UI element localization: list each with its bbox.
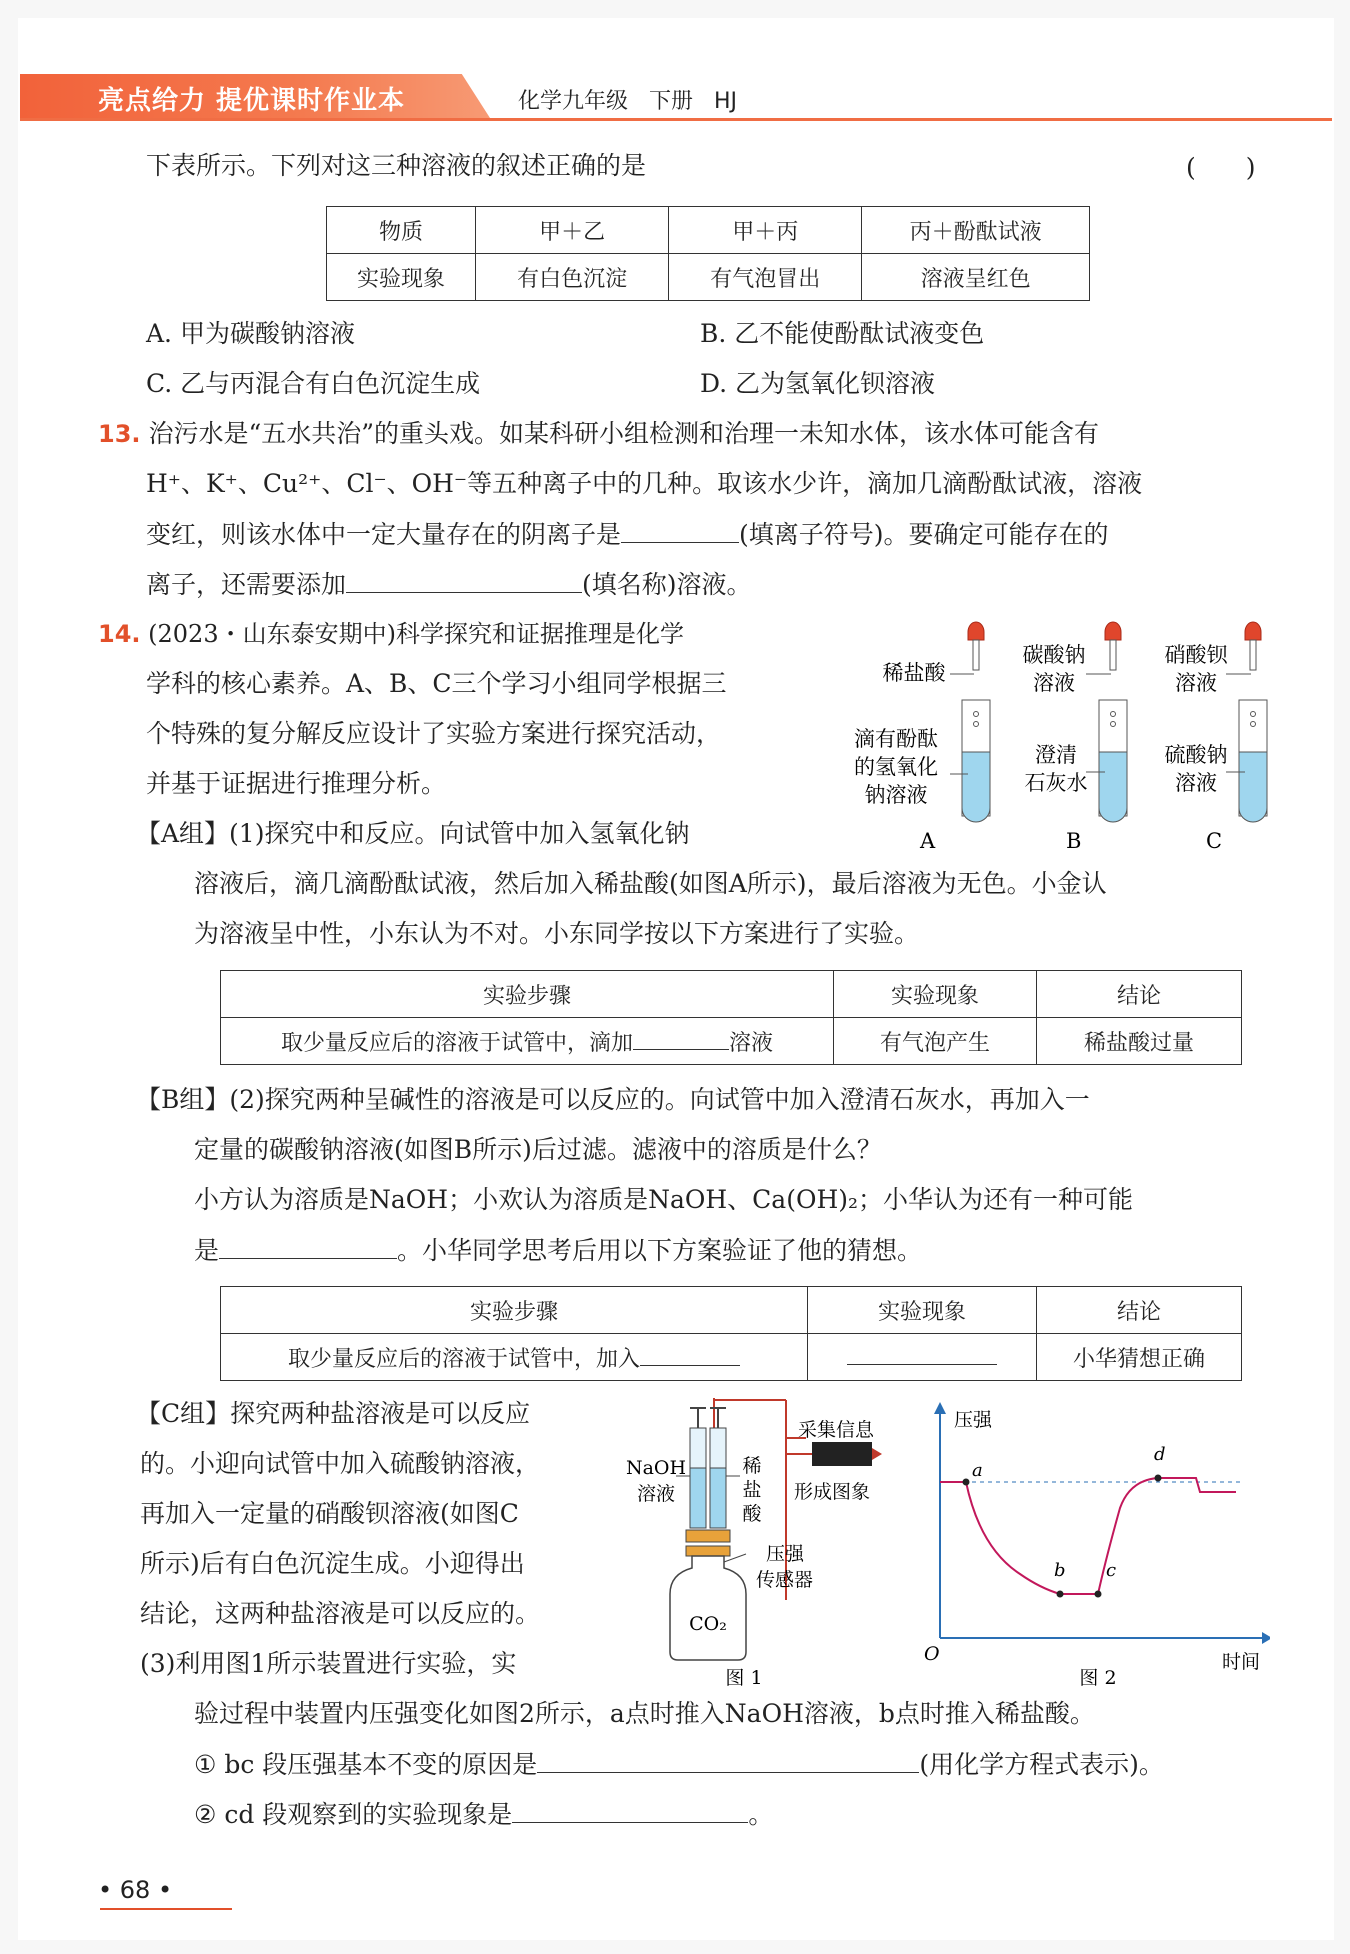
q13-text: (填名称)溶液。 bbox=[582, 570, 752, 599]
table-cell: 实验现象 bbox=[834, 971, 1037, 1018]
q14-a-line3: 为溶液呈中性，小东认为不对。小东同学按以下方案进行了实验。 bbox=[194, 919, 920, 948]
q14-b-line3: 小方认为溶质是NaOH；小欢认为溶质是NaOH、Ca(OH)₂；小华认为还有一种可能 bbox=[194, 1185, 1134, 1214]
tube-b-caption: B bbox=[1066, 829, 1082, 853]
test-tube-c bbox=[1165, 622, 1268, 853]
table-cell: 有气泡产生 bbox=[834, 1018, 1037, 1065]
step-text: 溶液 bbox=[729, 1030, 774, 1056]
question-number: 14. bbox=[98, 620, 141, 648]
answer-blank[interactable] bbox=[621, 516, 739, 543]
point-d bbox=[1155, 1475, 1162, 1482]
tube-c-dropper-label: 溶液 bbox=[1175, 671, 1217, 695]
table-cell: 实验步骤 bbox=[221, 1287, 808, 1334]
table-cell: 结论 bbox=[1037, 1287, 1242, 1334]
table-cell: 甲＋丙 bbox=[669, 207, 862, 254]
header-title: 亮点给力 提优课时作业本 bbox=[98, 86, 406, 116]
data-collector-icon bbox=[812, 1442, 872, 1466]
header-subject: 化学九年级 下册 HJ bbox=[518, 89, 738, 114]
q13-line3 bbox=[146, 516, 1109, 553]
tube-a-label-line: 钠溶液 bbox=[864, 783, 928, 807]
page-number: • 68 • bbox=[98, 1876, 173, 1904]
hcl-label: 稀 bbox=[742, 1455, 762, 1477]
test-tube-figure bbox=[840, 612, 1280, 862]
figure-2-caption: 图 2 bbox=[1079, 1667, 1117, 1688]
answer-blank[interactable] bbox=[640, 1345, 740, 1366]
figure-1-caption: 图 1 bbox=[725, 1667, 763, 1688]
figure-1-apparatus bbox=[616, 1398, 896, 1688]
point-c-label: c bbox=[1106, 1560, 1117, 1581]
step-text: 取少量反应后的溶液于试管中，加入 bbox=[287, 1346, 640, 1372]
q12-table bbox=[326, 206, 1090, 301]
page-number-rule bbox=[100, 1908, 232, 1910]
q14-b-line1: 【B组】(2)探究两种呈碱性的溶液是可以反应的。向试管中加入澄清石灰水，再加入一 bbox=[136, 1085, 1090, 1114]
q14-table-a bbox=[220, 970, 1242, 1065]
q14-c-line7: 验过程中装置内压强变化如图2所示，a点时推入NaOH溶液，b点时推入稀盐酸。 bbox=[194, 1699, 1095, 1728]
q12-stem: 下表所示。下列对这三种溶液的叙述正确的是 bbox=[146, 151, 647, 180]
q14-text: ① bc 段压强基本不变的原因是 bbox=[194, 1750, 538, 1779]
table-cell: 实验现象 bbox=[808, 1287, 1037, 1334]
hcl-label: 酸 bbox=[742, 1503, 762, 1525]
form-label: 形成图象 bbox=[794, 1481, 871, 1503]
hcl-label: 盐 bbox=[742, 1479, 762, 1501]
q14-text: (2023・山东泰安期中)科学探究和证据推理是化学 bbox=[148, 620, 684, 648]
q14-text: 是 bbox=[194, 1236, 220, 1265]
q12-option-c: C. 乙与丙混合有白色沉淀生成 bbox=[146, 369, 481, 398]
header-rule bbox=[20, 118, 1332, 121]
table-cell: 有白色沉淀 bbox=[476, 254, 669, 301]
q14-line2: 学科的核心素养。A、B、C三个学习小组同学根据三 bbox=[146, 669, 727, 698]
y-axis-label: 压强 bbox=[954, 1409, 993, 1431]
q14-c-line3: 再加入一定量的硝酸钡溶液(如图C bbox=[140, 1499, 519, 1528]
point-b bbox=[1057, 1591, 1064, 1598]
pressure-curve bbox=[940, 1478, 1236, 1594]
q14-text: 。 bbox=[748, 1800, 774, 1829]
point-b-label: b bbox=[1054, 1560, 1066, 1581]
tube-c-caption: C bbox=[1206, 829, 1223, 853]
tube-a-label-line: 的氢氧化 bbox=[854, 755, 938, 779]
answer-blank[interactable] bbox=[633, 1029, 729, 1050]
tube-b-dropper-label: 碳酸钠 bbox=[1022, 643, 1086, 667]
answer-blank[interactable] bbox=[512, 1796, 748, 1823]
table-cell: 稀盐酸过量 bbox=[1037, 1018, 1242, 1065]
tube-a-label-line: 滴有酚酞 bbox=[854, 727, 938, 751]
table-cell: 物质 bbox=[327, 207, 476, 254]
syringe-naoh bbox=[690, 1408, 706, 1528]
table-cell: 结论 bbox=[1037, 971, 1242, 1018]
table-cell bbox=[808, 1334, 1037, 1381]
table-cell bbox=[221, 1018, 834, 1065]
tube-b-dropper-label: 溶液 bbox=[1033, 671, 1075, 695]
tube-b-label-line: 石灰水 bbox=[1024, 771, 1088, 795]
q13-text: 变红，则该水体中一定大量存在的阴离子是 bbox=[146, 520, 622, 549]
q14-c-line4: 所示)后有白色沉淀生成。小迎得出 bbox=[140, 1549, 525, 1578]
q14-line1 bbox=[98, 616, 684, 652]
q14-line4: 并基于证据进行推理分析。 bbox=[146, 769, 447, 798]
table-cell: 溶液呈红色 bbox=[862, 254, 1090, 301]
q14-table-b bbox=[220, 1286, 1242, 1381]
table-cell: 实验现象 bbox=[327, 254, 476, 301]
q14-c-line8 bbox=[194, 1746, 1164, 1783]
test-tube-b bbox=[1023, 622, 1128, 853]
q13-line1 bbox=[98, 416, 1099, 452]
figure-2-pressure-chart bbox=[910, 1398, 1270, 1688]
q12-option-a: A. 甲为碳酸钠溶液 bbox=[146, 319, 355, 348]
table-cell: 实验步骤 bbox=[221, 971, 834, 1018]
sensor-label: 压强 bbox=[766, 1543, 805, 1565]
q14-a-line2: 溶液后，滴几滴酚酞试液，然后加入稀盐酸(如图A所示)，最后溶液为无色。小金认 bbox=[194, 869, 1107, 898]
q13-line2: H⁺、K⁺、Cu²⁺、Cl⁻、OH⁻等五种离子中的几种。取该水少许，滴加几滴酚酞试液，溶液 bbox=[146, 469, 1143, 498]
tube-c-dropper-label: 硝酸钡 bbox=[1164, 643, 1228, 667]
x-axis-label: 时间 bbox=[1222, 1651, 1261, 1673]
q14-text: 。小华同学思考后用以下方案验证了他的猜想。 bbox=[397, 1236, 923, 1265]
flask-icon bbox=[670, 1556, 746, 1660]
table-cell: 丙＋酚酞试液 bbox=[862, 207, 1090, 254]
table-cell: 甲＋乙 bbox=[476, 207, 669, 254]
question-number: 13. bbox=[98, 420, 141, 448]
q14-c-line5: 结论，这两种盐溶液是可以反应的。 bbox=[140, 1599, 541, 1628]
gas-label: CO₂ bbox=[689, 1613, 727, 1635]
tube-a-dropper-label: 稀盐酸 bbox=[882, 661, 946, 685]
answer-blank[interactable] bbox=[346, 566, 582, 593]
q14-b-line4 bbox=[194, 1232, 922, 1269]
step-text: 取少量反应后的溶液于试管中，滴加 bbox=[280, 1030, 633, 1056]
q13-text: (填离子符号)。要确定可能存在的 bbox=[739, 520, 1109, 549]
sensor-label: 传感器 bbox=[756, 1569, 814, 1591]
point-c bbox=[1095, 1591, 1102, 1598]
test-tube-a bbox=[854, 622, 990, 853]
table-cell bbox=[221, 1334, 808, 1381]
syringe-hcl bbox=[710, 1408, 726, 1528]
q14-b-line2: 定量的碳酸钠溶液(如图B所示)后过滤。滤液中的溶质是什么？ bbox=[194, 1135, 882, 1164]
table-cell: 有气泡冒出 bbox=[669, 254, 862, 301]
q12-option-d: D. 乙为氢氧化钡溶液 bbox=[700, 369, 936, 398]
tube-c-label-line: 硫酸钠 bbox=[1164, 743, 1228, 767]
q14-line3: 个特殊的复分解反应设计了实验方案进行探究活动， bbox=[146, 719, 722, 748]
q14-c-line6: (3)利用图1所示装置进行实验，实 bbox=[140, 1649, 517, 1678]
q14-text: (用化学方程式表示)。 bbox=[919, 1750, 1164, 1779]
point-d-label: d bbox=[1154, 1444, 1166, 1465]
tube-a-caption: A bbox=[920, 829, 936, 853]
point-a bbox=[963, 1479, 970, 1486]
q14-c-line9 bbox=[194, 1796, 773, 1833]
answer-blank[interactable] bbox=[847, 1344, 997, 1365]
q14-a-line1: 【A组】(1)探究中和反应。向试管中加入氢氧化钠 bbox=[136, 819, 690, 848]
naoh-label: NaOH bbox=[625, 1457, 687, 1479]
point-a-label: a bbox=[972, 1460, 983, 1481]
tube-c-label-line: 溶液 bbox=[1175, 771, 1217, 795]
tube-b-label-line: 澄清 bbox=[1035, 743, 1077, 767]
q13-text: 治污水是“五水共治”的重头戏。如某科研小组检测和治理一未知水体，该水体可能含有 bbox=[148, 419, 1100, 448]
q13-line4 bbox=[146, 566, 752, 603]
answer-blank[interactable] bbox=[537, 1746, 919, 1773]
q13-text: 离子，还需要添加 bbox=[146, 570, 347, 599]
q14-c-line1: 【C组】探究两种盐溶液是可以反应 bbox=[136, 1399, 531, 1428]
q14-c-line2: 的。小迎向试管中加入硫酸钠溶液， bbox=[140, 1449, 541, 1478]
q12-answer-bracket: ( ) bbox=[1186, 153, 1256, 182]
answer-blank[interactable] bbox=[219, 1232, 397, 1259]
origin-label: O bbox=[924, 1643, 940, 1665]
collect-label: 采集信息 bbox=[798, 1419, 875, 1441]
naoh-label: 溶液 bbox=[636, 1483, 676, 1505]
q12-option-b: B. 乙不能使酚酞试液变色 bbox=[700, 319, 985, 348]
table-cell: 小华猜想正确 bbox=[1037, 1334, 1242, 1381]
q14-text: ② cd 段观察到的实验现象是 bbox=[194, 1800, 513, 1829]
